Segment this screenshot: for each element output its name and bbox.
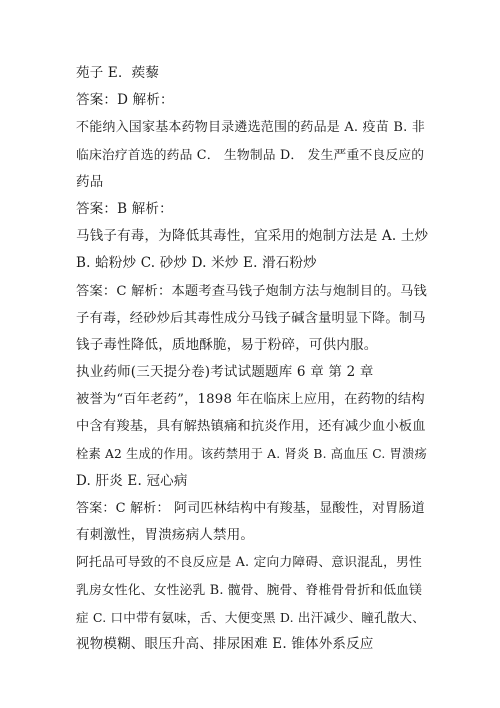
question-line: 药品 — [76, 173, 104, 190]
question-line: 乳房女性化、女性泌乳 B. 髋骨、腕骨、脊椎骨骨折和低血镁 — [76, 582, 423, 598]
question-line: 不能纳入国家基本药物目录遴选范围的药品是 A. 疫苗 B. 非 — [76, 120, 425, 136]
question-line: 马钱子有毒，为降低其毒性，宜采用的炮制方法是 A. 土炒 — [76, 228, 429, 245]
document-page — [76, 60, 428, 658]
explanation-line: 有刺激性，胃溃疡病人禁用。 — [76, 527, 255, 544]
explanation-line: 钱子毒性降低，质地酥脆，易于粉碎，可供内服。 — [76, 336, 378, 353]
answer-line: 答案：B 解析： — [76, 200, 173, 217]
question-line: 中含有羧基，具有解热镇痛和抗炎作用，还有减少血小板血 — [76, 419, 426, 435]
question-line: 症 C. 口中带有氨味，舌、大便变黑 D. 出汗减少、瞳孔散大、 — [76, 609, 425, 625]
question-line: 视物模糊、眼压升高、排尿困难 E. 锥体外系反应 — [76, 635, 374, 652]
question-line: 栓素 A2 生成的作用。该药禁用于 A. 肾炎 B. 高血压 C. 胃溃疡 — [76, 446, 427, 461]
question-line: 阿托品可导致的不良反应是 A. 定向力障碍、意识混乱，男性 — [76, 555, 422, 571]
question-line: B. 蛤粉炒 C. 砂炒 D. 米炒 E. 滑石粉炒 — [76, 255, 317, 272]
question-line: 被誉为“百年老药”，1898 年在临床上应用，在药物的结构 — [76, 392, 425, 408]
text-line: 苑子 E．蒺藜 — [76, 65, 160, 81]
question-line: 临床治疗首选的药品 C． 生物制品 D． 发生严重不良反应的 — [76, 147, 425, 163]
question-line: D. 肝炎 E. 冠心病 — [76, 472, 188, 489]
answer-line: 答案：C 解析：本题考查马钱子炮制方法与炮制目的。马钱 — [76, 283, 428, 299]
chapter-heading: 执业药师(三天提分卷)考试试题题库 6 章 第 2 章 — [76, 364, 374, 381]
answer-line: 答案：D 解析： — [76, 92, 174, 109]
explanation-line: 子有毒，经砂炒后其毒性成分马钱子碱含量明显下降。制马 — [76, 310, 426, 326]
answer-line: 答案：C 解析： 阿司匹林结构中有羧基，显酸性，对胃肠道 — [76, 501, 425, 516]
